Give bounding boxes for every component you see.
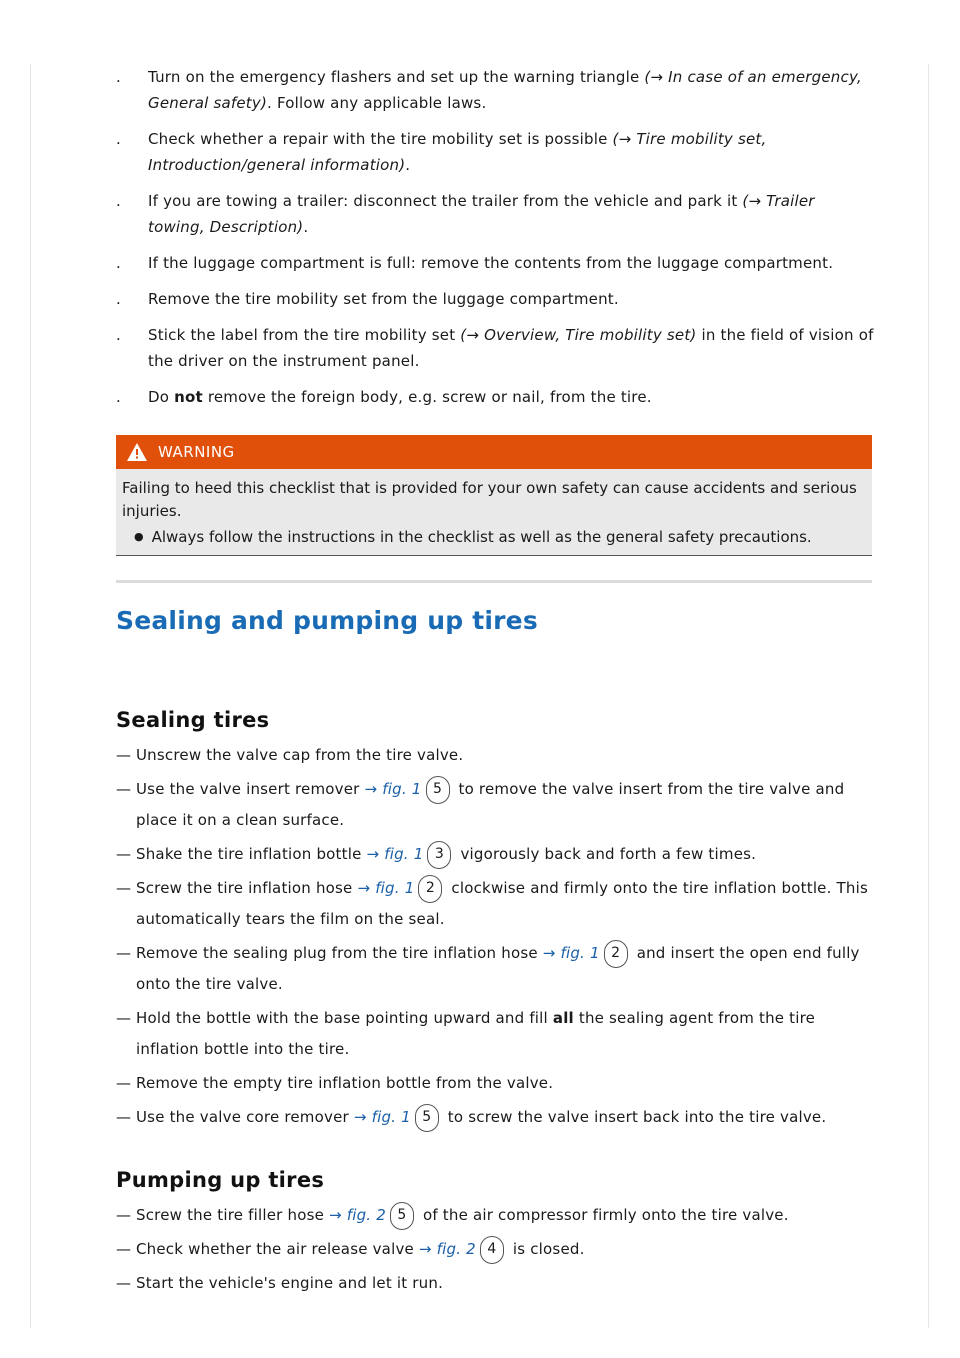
cross-reference-link[interactable]: (→ Trailer towing, Description): [148, 192, 815, 236]
checklist-item: . Stick the label from the tire mobility set (→ Overview, Tire mobility set) in the field of vision of the driver on the instrument panel.: [116, 322, 876, 374]
callout-number: 3: [427, 841, 451, 869]
right-margin-line: [928, 64, 929, 1328]
bullet-dot: .: [116, 254, 121, 272]
step-dash: —: [116, 845, 132, 863]
callout-number: 4: [480, 1236, 504, 1264]
callout-number: 5: [415, 1104, 439, 1132]
step-item: — Shake the tire inflation bottle → fig. 1 3 vigorously back and forth a few times.: [116, 839, 876, 870]
figure-link[interactable]: → fig. 1: [364, 780, 422, 798]
figure-link[interactable]: → fig. 1: [353, 1108, 411, 1126]
figure-link[interactable]: → fig. 1: [357, 879, 415, 897]
cross-reference-link[interactable]: (→ Overview, Tire mobility set): [460, 326, 697, 344]
step-item: — Unscrew the valve cap from the tire valve.: [116, 740, 876, 771]
left-margin-line: [30, 64, 31, 1328]
bullet-dot: .: [116, 68, 121, 86]
step-dash: —: [116, 1108, 132, 1126]
warning-body: [116, 469, 872, 556]
bullet-dot-icon: ●: [134, 530, 144, 543]
bullet-dot: .: [116, 192, 121, 210]
bullet-dot: .: [116, 290, 121, 308]
step-dash: —: [116, 1240, 132, 1258]
checklist-item: . Check whether a repair with the tire mobility set is possible (→ Tire mobility set, Introduction/general information).: [116, 126, 876, 178]
bullet-dot: .: [116, 130, 121, 148]
warning-title: WARNING: [158, 443, 235, 461]
step-dash: —: [116, 1274, 132, 1292]
step-dash: —: [116, 1206, 132, 1224]
warning-bullet: ● Always follow the instructions in the checklist as well as the general safety precautions.: [134, 528, 812, 546]
figure-link[interactable]: → fig. 2: [328, 1206, 386, 1224]
step-item: — Hold the bottle with the base pointing upward and fill all the sealing agent from the tire inflation bottle into the tire.: [116, 1003, 876, 1065]
subsection-title-sealing: Sealing tires: [116, 708, 270, 732]
warning-text: Failing to heed this checklist that is provided for your own safety can cause accidents and serious injuries.: [122, 479, 857, 520]
step-dash: —: [116, 944, 132, 962]
figure-link[interactable]: → fig. 1: [366, 845, 424, 863]
bullet-dot: .: [116, 388, 121, 406]
checklist: [116, 64, 876, 420]
step-item: — Screw the tire inflation hose → fig. 1 2 clockwise and firmly onto the tire inflation bottle. This automatically tears the film on the seal.: [116, 873, 876, 935]
sealing-steps: [116, 740, 876, 1136]
step-item: — Screw the tire filler hose → fig. 2 5 of the air compressor firmly onto the tire valve.: [116, 1200, 876, 1231]
cross-reference-link[interactable]: (→ Tire mobility set, Introduction/general information): [148, 130, 767, 174]
step-dash: —: [116, 780, 132, 798]
pumping-steps: [116, 1200, 876, 1302]
section-divider: [116, 580, 872, 583]
warning-triangle-icon: [126, 442, 148, 462]
subsection-title-pumping: Pumping up tires: [116, 1168, 325, 1192]
step-item: — Remove the sealing plug from the tire inflation hose → fig. 1 2 and insert the open end fully onto the tire valve.: [116, 938, 876, 1000]
figure-link[interactable]: → fig. 1: [542, 944, 600, 962]
figure-link[interactable]: → fig. 2: [418, 1240, 476, 1258]
checklist-item: . Do not remove the foreign body, e.g. screw or nail, from the tire.: [116, 384, 876, 410]
cross-reference-link[interactable]: (→ In case of an emergency, General safety): [148, 68, 862, 112]
step-dash: —: [116, 746, 132, 764]
step-item: — Use the valve core remover → fig. 1 5 to screw the valve insert back into the tire valve.: [116, 1102, 876, 1133]
callout-number: 5: [390, 1202, 414, 1230]
step-item: — Check whether the air release valve → fig. 2 4 is closed.: [116, 1234, 876, 1265]
callout-number: 2: [418, 875, 442, 903]
step-dash: —: [116, 1009, 132, 1027]
step-dash: —: [116, 1074, 132, 1092]
step-item: — Start the vehicle's engine and let it run.: [116, 1268, 876, 1299]
step-item: — Use the valve insert remover → fig. 1 5 to remove the valve insert from the tire valve and place it on a clean surface.: [116, 774, 876, 836]
checklist-item: . If you are towing a trailer: disconnect the trailer from the vehicle and park it (→ Trailer towing, Description).: [116, 188, 876, 240]
checklist-item: . Turn on the emergency flashers and set up the warning triangle (→ In case of an emergency, General safety). Follow any applicable laws.: [116, 64, 876, 116]
callout-number: 2: [604, 940, 628, 968]
checklist-item: . If the luggage compartment is full: remove the contents from the luggage compartment.: [116, 250, 876, 276]
warning-box: [116, 435, 872, 556]
section-title: Sealing and pumping up tires: [116, 606, 538, 635]
checklist-item: . Remove the tire mobility set from the luggage compartment.: [116, 286, 876, 312]
bullet-dot: .: [116, 326, 121, 344]
warning-header: [116, 435, 872, 469]
step-item: — Remove the empty tire inflation bottle from the valve.: [116, 1068, 876, 1099]
step-dash: —: [116, 879, 132, 897]
callout-number: 5: [426, 776, 450, 804]
